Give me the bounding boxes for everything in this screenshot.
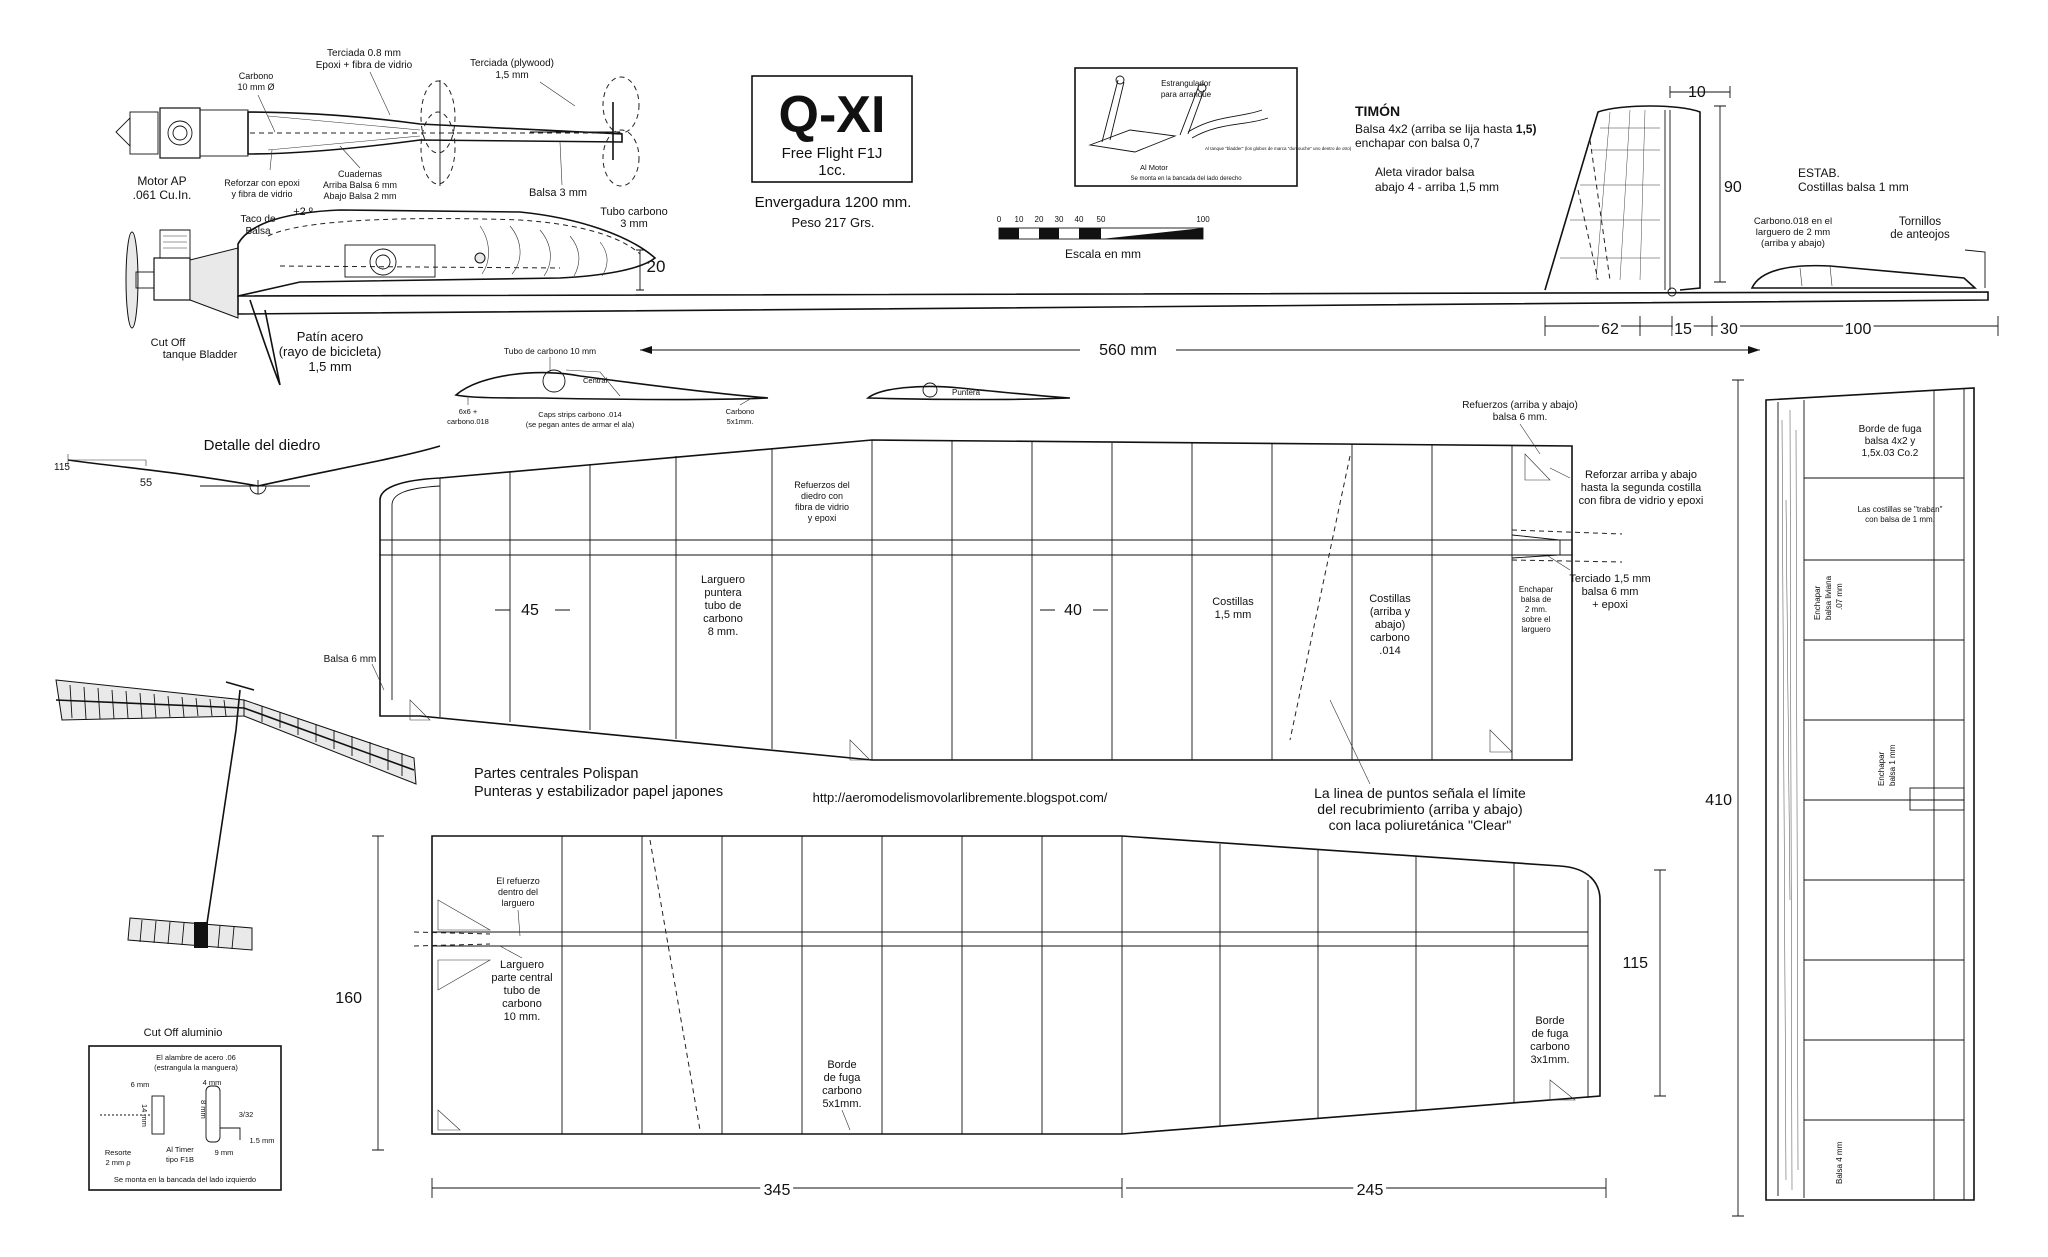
stab-screws-1: Tornillos — [1898, 216, 1942, 228]
plywood-thk: 1,5 mm — [495, 70, 529, 81]
stab-carbon-2: larguero de 2 mm — [1755, 227, 1831, 238]
skid-label-2: (rayo de bicicleta) — [278, 344, 382, 359]
te-center-1: Borde — [827, 1059, 857, 1071]
nose-height: 20 — [646, 257, 666, 276]
wing-tip-115: 115 — [1622, 955, 1648, 972]
scale-tick-10: 10 — [1014, 215, 1024, 224]
tail-dim-62: 62 — [1601, 321, 1619, 338]
central-caps: Caps strips carbono .014 — [538, 410, 622, 419]
central-caps-2: (se pegan antes de armar el ala) — [525, 420, 635, 429]
cutoff-timer-2: tipo F1B — [166, 1155, 194, 1164]
choke-motor-label: Al Motor — [1140, 163, 1168, 172]
formers-label-2: Arriba Balsa 6 mm — [322, 180, 398, 190]
central-carbon: Tubo de carbono 10 mm — [503, 346, 597, 356]
central-te: Carbono — [725, 407, 755, 416]
cutoff-wire-1: El alambre de acero .06 — [156, 1053, 236, 1062]
central-label: Central — [583, 376, 608, 385]
scale-label: Escala en mm — [1064, 247, 1142, 261]
balsa3-label: Balsa 3 mm — [528, 187, 588, 199]
ply08-label-b: Epoxi + fibra de vidrio — [315, 60, 413, 71]
cutoff-4mm: 4 mm — [202, 1078, 222, 1087]
weight: Peso 217 Grs. — [791, 215, 875, 230]
stab-carbon-3: (arriba y abajo) — [1761, 238, 1825, 249]
rudder-line4: abajo 4 - arriba 1,5 mm — [1375, 180, 1500, 194]
cutoff-6mm: 6 mm — [130, 1080, 150, 1089]
balsa-block-label-2: Balsa — [245, 226, 271, 237]
te-tip-2: de fuga — [1531, 1028, 1569, 1040]
center-spar-2: parte central — [491, 972, 553, 984]
formers-label: Cuadernas — [337, 169, 383, 179]
te-tip-4: 3x1mm. — [1530, 1054, 1570, 1066]
stab-veneer-2: balsa liviana — [1824, 575, 1833, 620]
motor-spec: .061 Cu.In. — [132, 188, 192, 202]
stab-carbon-1: Carbono.018 en el — [1753, 216, 1833, 227]
te-center-3: carbono — [822, 1085, 862, 1097]
spar-reinf-1: El refuerzo — [496, 876, 540, 886]
rudder-line3: Aleta virador balsa — [1375, 165, 1475, 179]
stab-veneer-1: Enchapar — [1813, 585, 1822, 620]
scale-tick-30: 30 — [1054, 215, 1064, 224]
choke-title: Estrangulador — [1161, 79, 1211, 88]
wing-balsa6: Balsa 6 mm — [323, 654, 377, 665]
reinf-top: Refuerzos (arriba y abajo) — [1462, 400, 1578, 411]
covering-1: Partes centrales Polispan — [474, 766, 639, 782]
dotted-note-1: La linea de puntos señala el límite — [1314, 785, 1526, 801]
rudder-height: 90 — [1724, 179, 1742, 196]
cutoff-footer: Se monta en la bancada del lado izquierdo — [113, 1175, 257, 1184]
cutoff-8mm: 8 mm — [199, 1100, 208, 1119]
veneer-5: larguero — [1521, 625, 1551, 634]
skid-label: Patín acero — [296, 329, 364, 344]
incidence-label: +2 º — [293, 206, 313, 218]
reinforce-label-2: y fibra de vidrio — [231, 189, 293, 199]
stab-te-1: Borde de fuga — [1858, 424, 1922, 435]
carbon-tube-size: 3 mm — [620, 218, 648, 230]
reinf-rib: Reforzar arriba y abajo — [1585, 469, 1697, 481]
stab-ribs-2: con balsa de 1 mm. — [1865, 515, 1935, 524]
central-cap-2: carbono.018 — [447, 417, 489, 426]
carbon-dia: 10 mm Ø — [237, 82, 275, 92]
ply-label-2: balsa 6 mm — [1581, 586, 1639, 598]
dihedral-reinf-2: diedro con — [800, 491, 844, 501]
stab-veneer-3: .07 mm — [1835, 583, 1844, 610]
cutoff-spring-2: 2 mm ρ — [105, 1158, 131, 1167]
formers-label-3: Abajo Balsa 2 mm — [323, 191, 397, 201]
motor-label: Motor AP — [137, 174, 187, 188]
cutoff-spring-1: Resorte — [104, 1148, 132, 1157]
cutoff-wire-2: (estrangula la manguera) — [154, 1063, 238, 1072]
rudder-line2: enchapar con balsa 0,7 — [1355, 136, 1480, 150]
te-tip-1: Borde — [1535, 1015, 1565, 1027]
tip-spar-1: Larguero — [700, 574, 746, 586]
veneer-4: sobre el — [1521, 615, 1551, 624]
tip-spar-4: carbono — [703, 613, 743, 625]
cutoff-9mm: 9 mm — [214, 1148, 234, 1157]
stab-veneer-b-2: balsa 1 mm — [1888, 744, 1897, 786]
te-center-2: de fuga — [823, 1072, 861, 1084]
tip-spar-2: puntera — [704, 587, 742, 599]
scale-tick-40: 40 — [1074, 215, 1084, 224]
cutoff-box-title: Cut Off aluminio — [143, 1027, 223, 1039]
stab-balsa4: Balsa 4 mm — [1835, 1141, 1844, 1184]
ribs-carbon-1: Costillas — [1369, 593, 1411, 605]
te-tip-3: carbono — [1530, 1041, 1570, 1053]
skid-label-3: 1,5 mm — [308, 359, 352, 374]
wing-dim-45: 45 — [521, 602, 539, 619]
tail-dim-30: 30 — [1720, 321, 1738, 338]
veneer-2: balsa de — [1520, 595, 1552, 604]
dihedral-w: 55 — [139, 477, 153, 489]
ribs-carbon-4: carbono — [1370, 632, 1410, 644]
dihedral-reinf-4: y epoxi — [807, 513, 837, 523]
stab-screws-2: de anteojos — [1890, 229, 1950, 241]
cutoff-timer-1: Al Timer — [166, 1145, 194, 1154]
dihedral-reinf: Refuerzos del — [794, 480, 850, 490]
ply-label-3: + epoxi — [1592, 599, 1628, 611]
central-te-2: 5x1mm. — [726, 417, 754, 426]
veneer-3: 2 mm. — [1524, 605, 1548, 614]
cutoff-label: Cut Off — [150, 337, 186, 349]
spar-reinf-2: dentro del — [497, 887, 539, 897]
reinf-rib-3: con fibra de vidrio y epoxi — [1578, 495, 1704, 507]
reinf-rib-2: hasta la segunda costilla — [1580, 482, 1702, 494]
stab-length-410: 410 — [1705, 792, 1732, 809]
carbon-label: Carbono — [238, 71, 274, 81]
spar-reinf-3: larguero — [501, 898, 535, 908]
wing-span-245: 245 — [1356, 1182, 1384, 1199]
covering-2: Punteras y estabilizador papel japones — [474, 784, 724, 800]
fuselage-length: 560 mm — [1099, 342, 1157, 359]
dihedral-reinf-3: fibra de vidrio — [794, 502, 850, 512]
tail-dim-15: 15 — [1674, 321, 1692, 338]
choke-tank-note: Al tanque "bladder" (los globos de marca "dunlouche" uno dentro de otro) — [1205, 146, 1352, 151]
stab-ribs-1: Las costillas se "traban" — [1857, 505, 1943, 514]
central-cap: 6x6 + — [458, 407, 478, 416]
tail-dim-100: 100 — [1844, 321, 1872, 338]
center-spar-5: 10 mm. — [503, 1011, 541, 1023]
dotted-note-3: con laca poliuretánica "Clear" — [1328, 817, 1512, 833]
center-spar-4: carbono — [502, 998, 542, 1010]
plywood-label: Terciada (plywood) — [470, 58, 554, 69]
tip-label: Puntera — [952, 388, 981, 397]
engine-size: 1cc. — [818, 162, 846, 179]
cutoff-label-2: tanque Bladder — [162, 349, 238, 361]
stab-ribs: Costillas balsa 1 mm — [1798, 180, 1909, 194]
wing-chord-160: 160 — [335, 990, 362, 1007]
dihedral-title: Detalle del diedro — [203, 437, 321, 454]
rudder-line1: Balsa 4x2 (arriba se lija hasta 1,5) — [1355, 122, 1537, 136]
veneer-1: Enchapar — [1518, 585, 1554, 594]
balsa-block-label: Taco de — [240, 214, 276, 225]
rudder-top-width: 10 — [1688, 84, 1706, 101]
wing-span-345: 345 — [763, 1182, 791, 1199]
wingspan: Envergadura 1200 mm. — [754, 194, 912, 211]
stab-title: ESTAB. — [1798, 166, 1840, 180]
center-spar-1: Larguero — [499, 959, 545, 971]
scale-tick-20: 20 — [1034, 215, 1044, 224]
choke-subtitle: para arranque — [1160, 90, 1212, 99]
reinf-top-2: balsa 6 mm. — [1492, 412, 1548, 423]
stab-te-3: 1,5x.03 Co.2 — [1861, 448, 1919, 459]
ply-label: Terciado 1,5 mm — [1569, 573, 1651, 585]
stab-te-2: balsa 4x2 y — [1864, 436, 1916, 447]
carbon-tube-label: Tubo carbono — [600, 206, 668, 218]
center-spar-3: tubo de — [503, 985, 541, 997]
rudder-title: TIMÓN — [1355, 103, 1401, 119]
cutoff-15mm: 1.5 mm — [249, 1136, 275, 1145]
ribs-carbon-5: .014 — [1379, 645, 1401, 657]
ribs-carbon-3: abajo) — [1374, 619, 1406, 631]
plan-url: http://aeromodelismovolarlibremente.blogspot.com/ — [812, 790, 1108, 805]
model-class: Free Flight F1J — [781, 145, 883, 162]
choke-footer: Se monta en la bancada del lado derecho — [1130, 176, 1242, 182]
wing-dim-40: 40 — [1064, 602, 1082, 619]
dotted-note-2: del recubrimiento (arriba y abajo) — [1317, 801, 1523, 817]
scale-tick-0: 0 — [996, 215, 1002, 224]
cutoff-332: 3/32 — [238, 1110, 254, 1119]
model-name: Q-XI — [778, 86, 886, 144]
cutoff-14mm: 14 mm — [140, 1104, 149, 1127]
te-center-4: 5x1mm. — [822, 1098, 862, 1110]
tip-spar-5: 8 mm. — [707, 626, 739, 638]
dihedral-h: 115 — [54, 462, 70, 473]
scale-tick-100: 100 — [1196, 215, 1210, 224]
tip-spar-3: tubo de — [704, 600, 742, 612]
reinforce-label: Reforzar con epoxi — [224, 178, 300, 188]
stab-veneer-b-1: Enchapar — [1877, 751, 1886, 786]
scale-tick-50: 50 — [1096, 215, 1106, 224]
ribs-label-2: 1,5 mm — [1214, 609, 1252, 621]
ribs-label: Costillas — [1212, 596, 1254, 608]
ribs-carbon-2: (arriba y — [1369, 606, 1411, 618]
ply08-label: Terciada 0.8 mm — [327, 48, 401, 59]
